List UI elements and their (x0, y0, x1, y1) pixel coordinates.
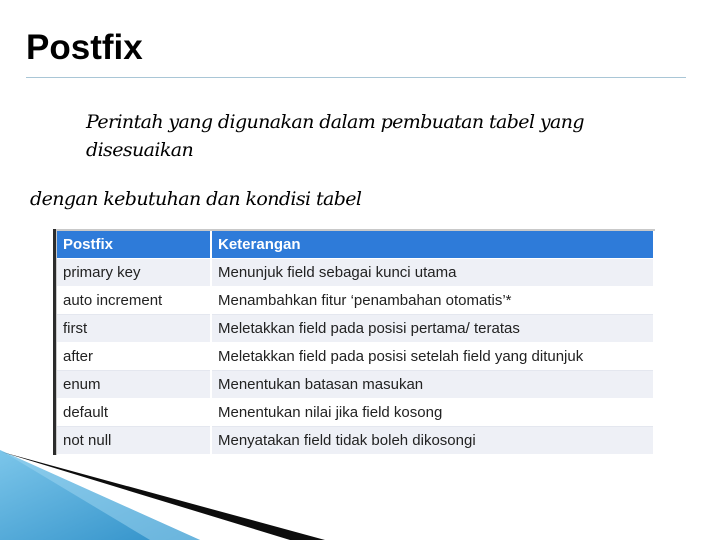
table-row (57, 399, 654, 427)
header-postfix: Postfix (57, 231, 211, 259)
cell-keterangan: Menentukan nilai jika field kosong (211, 399, 654, 427)
cell-postfix: primary key (57, 259, 211, 287)
cell-postfix: auto increment (57, 287, 211, 315)
cell-keterangan: Menentukan batasan masukan (211, 371, 654, 399)
intro-line-2: dengan kebutuhan dan kondisi tabel (30, 188, 362, 210)
cell-keterangan: Meletakkan field pada posisi pertama/ teratas (211, 315, 654, 343)
cell-postfix: enum (57, 371, 211, 399)
postfix-table (57, 231, 655, 455)
table-header-row (57, 231, 654, 259)
table-row (57, 371, 654, 399)
slide-title: Postfix (26, 28, 143, 67)
cell-postfix: not null (57, 427, 211, 455)
intro-paragraph (30, 108, 690, 213)
cell-postfix: default (57, 399, 211, 427)
header-keterangan: Keterangan (211, 231, 654, 259)
table-row (57, 343, 654, 371)
table-row (57, 287, 654, 315)
cell-postfix: first (57, 315, 211, 343)
table-row (57, 259, 654, 287)
postfix-table-image (53, 229, 655, 455)
title-divider (26, 77, 686, 78)
cell-keterangan: Menunjuk field sebagai kunci utama (211, 259, 654, 287)
cell-postfix: after (57, 343, 211, 371)
intro-line-1: Perintah yang digunakan dalam pembuatan tabel yang disesuaikan (86, 111, 584, 161)
cell-keterangan: Menambahkan fitur ‘penambahan otomatis’* (211, 287, 654, 315)
cell-keterangan: Meletakkan field pada posisi setelah field yang ditunjuk (211, 343, 654, 371)
cell-keterangan: Menyatakan field tidak boleh dikosongi (211, 427, 654, 455)
table-row (57, 315, 654, 343)
corner-decoration (0, 450, 340, 540)
